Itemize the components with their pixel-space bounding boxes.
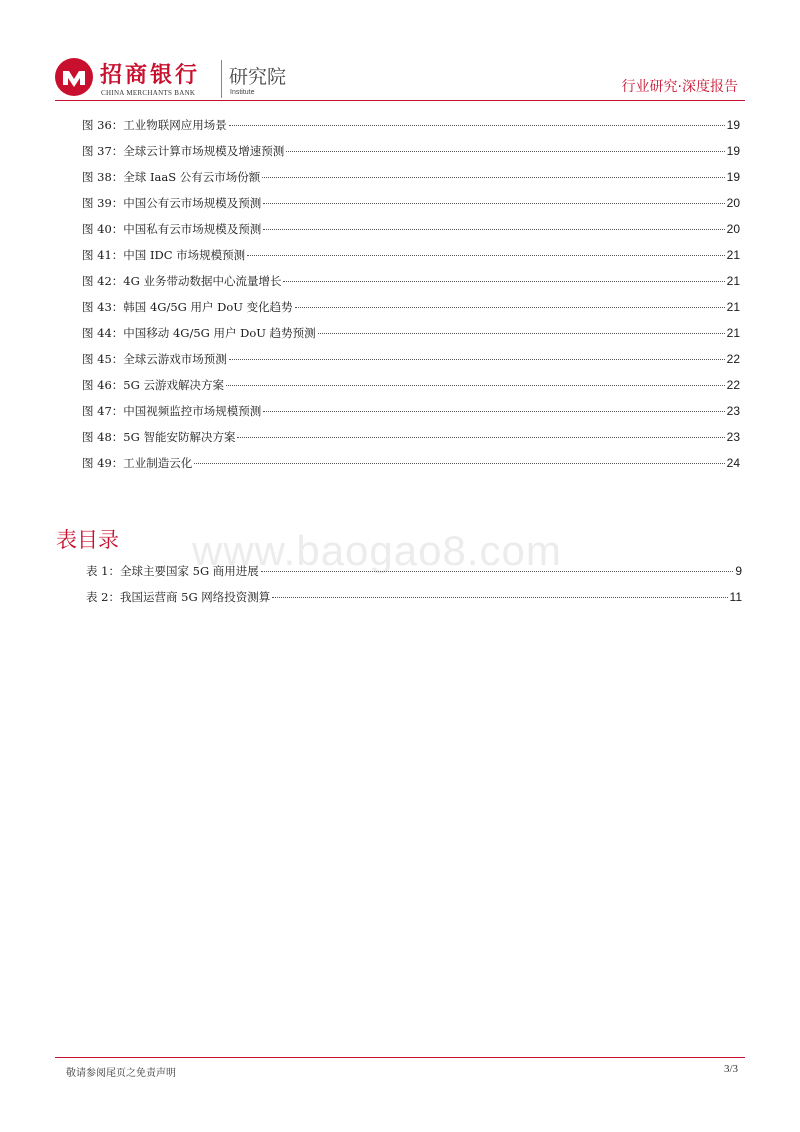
logo-divider	[221, 60, 222, 98]
page-number: 3/3	[723, 1063, 738, 1075]
figure-list	[82, 112, 740, 476]
footer-divider	[55, 1057, 745, 1058]
toc-leader-dots	[229, 125, 725, 126]
footer-disclaimer: 敬请参阅尾页之免责声明	[66, 1068, 176, 1079]
toc-entry-page: 21	[726, 326, 740, 340]
toc-leader-dots	[263, 229, 724, 230]
header-divider	[55, 100, 745, 101]
toc-leader-dots	[229, 359, 725, 360]
toc-entry-page: 19	[726, 144, 740, 158]
toc-entry[interactable]	[82, 190, 740, 216]
toc-entry-label: 图 37：全球云计算市场规模及增速预测	[82, 144, 285, 158]
toc-leader-dots	[295, 307, 725, 308]
toc-entry-label: 图 38：全球 IaaS 公有云市场份额	[82, 170, 261, 184]
toc-leader-dots	[261, 571, 734, 572]
table-list	[86, 558, 742, 610]
toc-leader-dots	[286, 151, 724, 152]
toc-entry-page: 23	[726, 430, 740, 444]
toc-entry-label: 图 42：4G 业务带动数据中心流量增长	[82, 274, 282, 288]
toc-entry[interactable]	[82, 294, 740, 320]
toc-leader-dots	[247, 255, 724, 256]
toc-entry-label: 图 39：中国公有云市场规模及预测	[82, 196, 262, 210]
toc-leader-dots	[263, 203, 724, 204]
toc-entry-page: 21	[726, 300, 740, 314]
toc-entry[interactable]	[82, 398, 740, 424]
toc-entry[interactable]	[82, 242, 740, 268]
toc-entry-page: 21	[726, 274, 740, 288]
toc-entry-page: 21	[726, 248, 740, 262]
institute-name-cn: 研究院	[229, 66, 287, 88]
toc-entry-page: 20	[726, 222, 740, 236]
toc-entry[interactable]	[82, 164, 740, 190]
toc-entry-label: 图 40：中国私有云市场规模及预测	[82, 222, 262, 236]
toc-entry-label: 图 45：全球云游戏市场预测	[82, 352, 227, 366]
toc-entry-page: 9	[735, 564, 742, 578]
section-title-tables: 表目录	[56, 528, 119, 552]
toc-entry-page: 22	[726, 378, 740, 392]
bank-name-en: CHINA MERCHANTS BANK	[101, 89, 196, 97]
toc-entry-page: 24	[726, 456, 740, 470]
toc-entry-label: 图 43：韩国 4G/5G 用户 DoU 变化趋势	[82, 300, 293, 314]
toc-entry[interactable]	[82, 372, 740, 398]
toc-entry-label: 图 36：工业物联网应用场景	[82, 118, 227, 132]
toc-leader-dots	[237, 437, 724, 438]
toc-entry-page: 20	[726, 196, 740, 210]
toc-entry-page: 22	[726, 352, 740, 366]
toc-entry[interactable]	[82, 216, 740, 242]
toc-entry[interactable]	[86, 584, 742, 610]
cmb-logo-icon	[55, 58, 93, 96]
toc-leader-dots	[283, 281, 724, 282]
toc-leader-dots	[262, 177, 724, 178]
toc-entry-page: 19	[726, 118, 740, 132]
toc-entry-label: 图 41：中国 IDC 市场规模预测	[82, 248, 246, 262]
toc-entry-label: 图 47：中国视频监控市场规模预测	[82, 404, 262, 418]
toc-entry[interactable]	[82, 450, 740, 476]
toc-entry-label: 图 46：5G 云游戏解决方案	[82, 378, 224, 392]
toc-leader-dots	[263, 411, 724, 412]
toc-entry-label: 图 49：工业制造云化	[82, 456, 193, 470]
watermark: www.baogao8.com	[192, 527, 562, 574]
toc-entry-label: 图 44：中国移动 4G/5G 用户 DoU 趋势预测	[82, 326, 316, 340]
toc-entry-page: 11	[729, 590, 742, 604]
toc-entry[interactable]	[82, 320, 740, 346]
toc-entry[interactable]	[82, 138, 740, 164]
page-header	[0, 0, 800, 104]
institute-name-en: Institute	[230, 89, 255, 96]
toc-entry-label: 表 2：我国运营商 5G 网络投资测算	[86, 590, 271, 604]
toc-entry[interactable]	[82, 268, 740, 294]
toc-entry-page: 19	[726, 170, 740, 184]
toc-entry[interactable]	[82, 424, 740, 450]
bank-name-cn: 招商银行	[100, 63, 201, 88]
toc-entry-label: 表 1：全球主要国家 5G 商用进展	[86, 564, 259, 578]
toc-entry[interactable]	[86, 558, 742, 584]
toc-leader-dots	[194, 463, 724, 464]
toc-entry-page: 23	[726, 404, 740, 418]
toc-entry-label: 图 48：5G 智能安防解决方案	[82, 430, 236, 444]
toc-leader-dots	[226, 385, 725, 386]
toc-entry[interactable]	[82, 112, 740, 138]
toc-leader-dots	[272, 597, 727, 598]
report-type: 行业研究·深度报告	[621, 79, 738, 95]
toc-leader-dots	[318, 333, 725, 334]
toc-entry[interactable]	[82, 346, 740, 372]
